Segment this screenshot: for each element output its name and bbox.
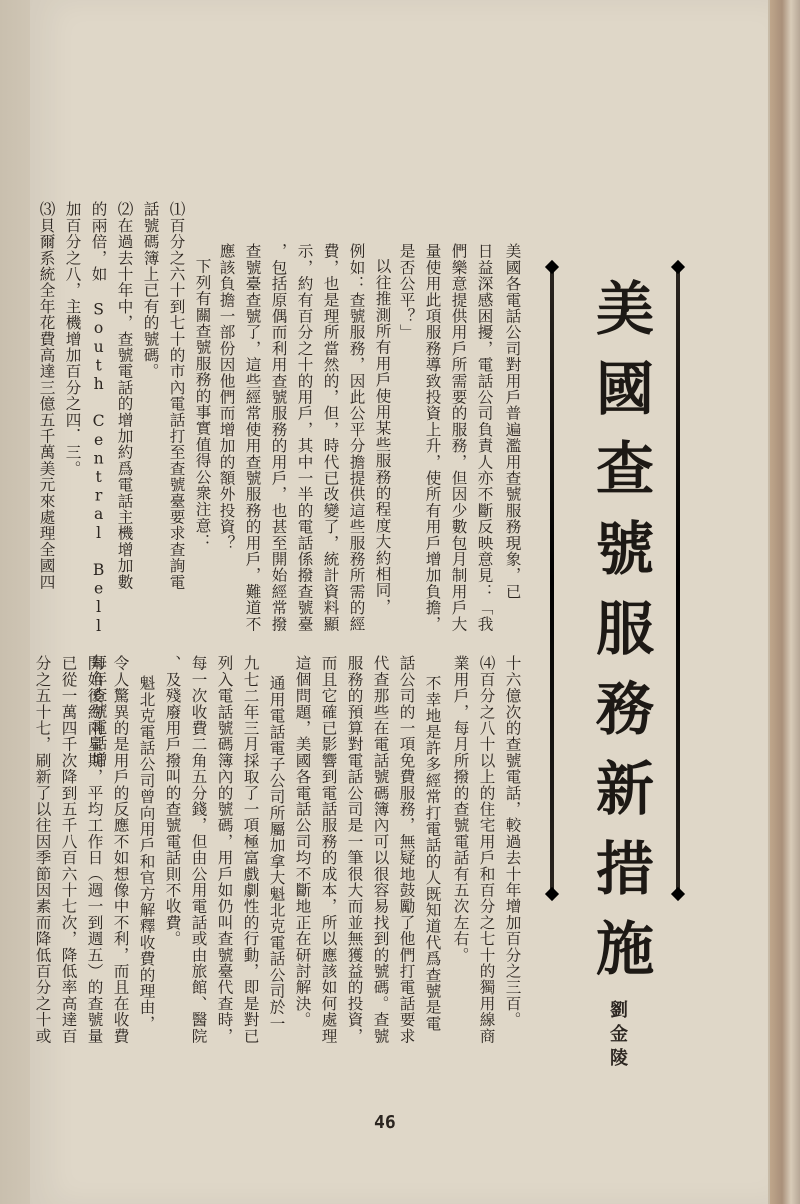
lower-text-column: 話公司的一項免費服務，無疑地鼓勵了他們打電話要求 xyxy=(397,655,416,1044)
upper-text-column: 加百分之八，主機增加百分之四．三。 xyxy=(63,201,82,477)
upper-text-column: 查號臺查號了，這些經常使用查號服務的用戶，難道不 xyxy=(243,243,262,632)
lower-text-column: ⑷百分之八十以上的住宅用戶和百分之七十的獨用線商 xyxy=(477,655,496,1044)
lower-text-column: 魁北克電話公司曾向用戶和官方解釋收費的理由， xyxy=(137,675,156,1032)
upper-text-column: 例如：查號服務，因此公平分擔提供這些服務所需的經 xyxy=(347,243,366,632)
upper-text-column: 們樂意提供用戶所需要的服務，但因少數包月制用戶大 xyxy=(449,243,468,632)
lower-text-column: 而且它確已影響到電話服務的成本，所以應該如何處理 xyxy=(319,655,338,1044)
upper-text-column: 話號碼簿上已有的號碼。 xyxy=(141,201,160,380)
upper-text-column: ⑴百分之六十到七十的市內電話打至查號臺要求查詢電 xyxy=(167,201,186,590)
upper-text-column: 以往推測所有用戶使用某些服務的程度大約相同， xyxy=(373,258,392,615)
lower-text-column: 九七二年三月採取了一項極富戲劇性的行動，即是對已 xyxy=(241,655,260,1044)
lower-text-column: 通用電話電子公司所屬加拿大魁北克電話公司於一 xyxy=(267,675,286,1032)
lower-text-column: 已從一萬四千次降到五千八百六十七次，降低率高達百 xyxy=(59,655,78,1044)
upper-text-column: ，包括原偶而利用查號服務的用戶，也甚至開始經常撥 xyxy=(269,243,288,632)
lower-text-column: 每一次收費二角五分錢，但由公用電話或由旅館、醫院 xyxy=(189,655,208,1044)
upper-text-column: 下列有關查號服務的事實值得公衆注意： xyxy=(193,258,212,550)
upper-text-column: 是否公平？」 xyxy=(397,243,416,341)
lower-text-column: 業用戶，每月所撥的查號電話有五次左右。 xyxy=(451,655,470,963)
lower-text-column: 代查那些在電話號碼簿內可以很容易找到的號碼。查號 xyxy=(371,655,390,1044)
lower-text-column: 這個問題，美國各電話公司均不斷地正在研討解決。 xyxy=(293,655,312,1028)
upper-text-column: 量使用此項服務導致投資上升，使所有用戶增加負擔， xyxy=(423,243,442,632)
lower-text-column: 列入電話號碼簿內的號碼，用戶如仍叫查號臺代查時， xyxy=(215,655,234,1044)
upper-text-column: 應該負擔一部份因他們而增加的額外投資？ xyxy=(217,243,236,551)
article-title: 美國查號服務新措施 xyxy=(586,278,654,998)
lower-text-column: 、及殘廢用戶撥叫的查號電話則不收費。 xyxy=(163,655,182,947)
upper-text-column: 美國各電話公司對用戶普遍濫用查號服務現象，已 xyxy=(503,243,522,600)
upper-text-column: ⑶貝爾系統全年花費高達三億五千萬美元來處理全國四 xyxy=(37,201,56,590)
title-left-rule xyxy=(550,268,554,893)
upper-text-column: 費，也是理所當然的，但，時代已改變了，統計資料顯 xyxy=(321,243,340,632)
upper-text-column: ⑵在過去十年中，查號電話的增加約爲電話主機增加數 xyxy=(115,201,134,590)
title-right-rule xyxy=(676,268,680,893)
lower-text-column: 令人驚異的是用戶的反應不如想像中不利，而且在收費 xyxy=(111,655,130,1044)
author-name: 劉金陵 xyxy=(607,1000,628,1072)
upper-text-column: 示，約有百分之十的用戶，其中一半的電話係撥查號臺 xyxy=(295,243,314,632)
page-number: 46 xyxy=(374,1112,396,1133)
book-edge xyxy=(770,0,800,1204)
upper-text-column: 的兩倍，如 South Central Bell 每年查號電話增 xyxy=(89,201,108,768)
lower-text-column: 分之五十七，刷新了以往因季節因素而降低百分之十或 xyxy=(33,655,52,1044)
lower-text-column: 不幸地是許多經常打電話的人既知道代爲查號是電 xyxy=(423,675,442,1032)
lower-text-column: 開始後約兩星期，平均工作日（週一到週五）的查號量 xyxy=(85,655,104,1044)
lower-text-column: 服務的預算對電話公司是一筆很大而並無獲益的投資， xyxy=(345,655,364,1044)
lower-text-column: 十六億次的查號電話，較過去十年增加百分之三百。 xyxy=(503,655,522,1028)
upper-text-column: 日益深感困擾，電話公司負責人亦不斷反映意見：「我 xyxy=(475,243,494,632)
